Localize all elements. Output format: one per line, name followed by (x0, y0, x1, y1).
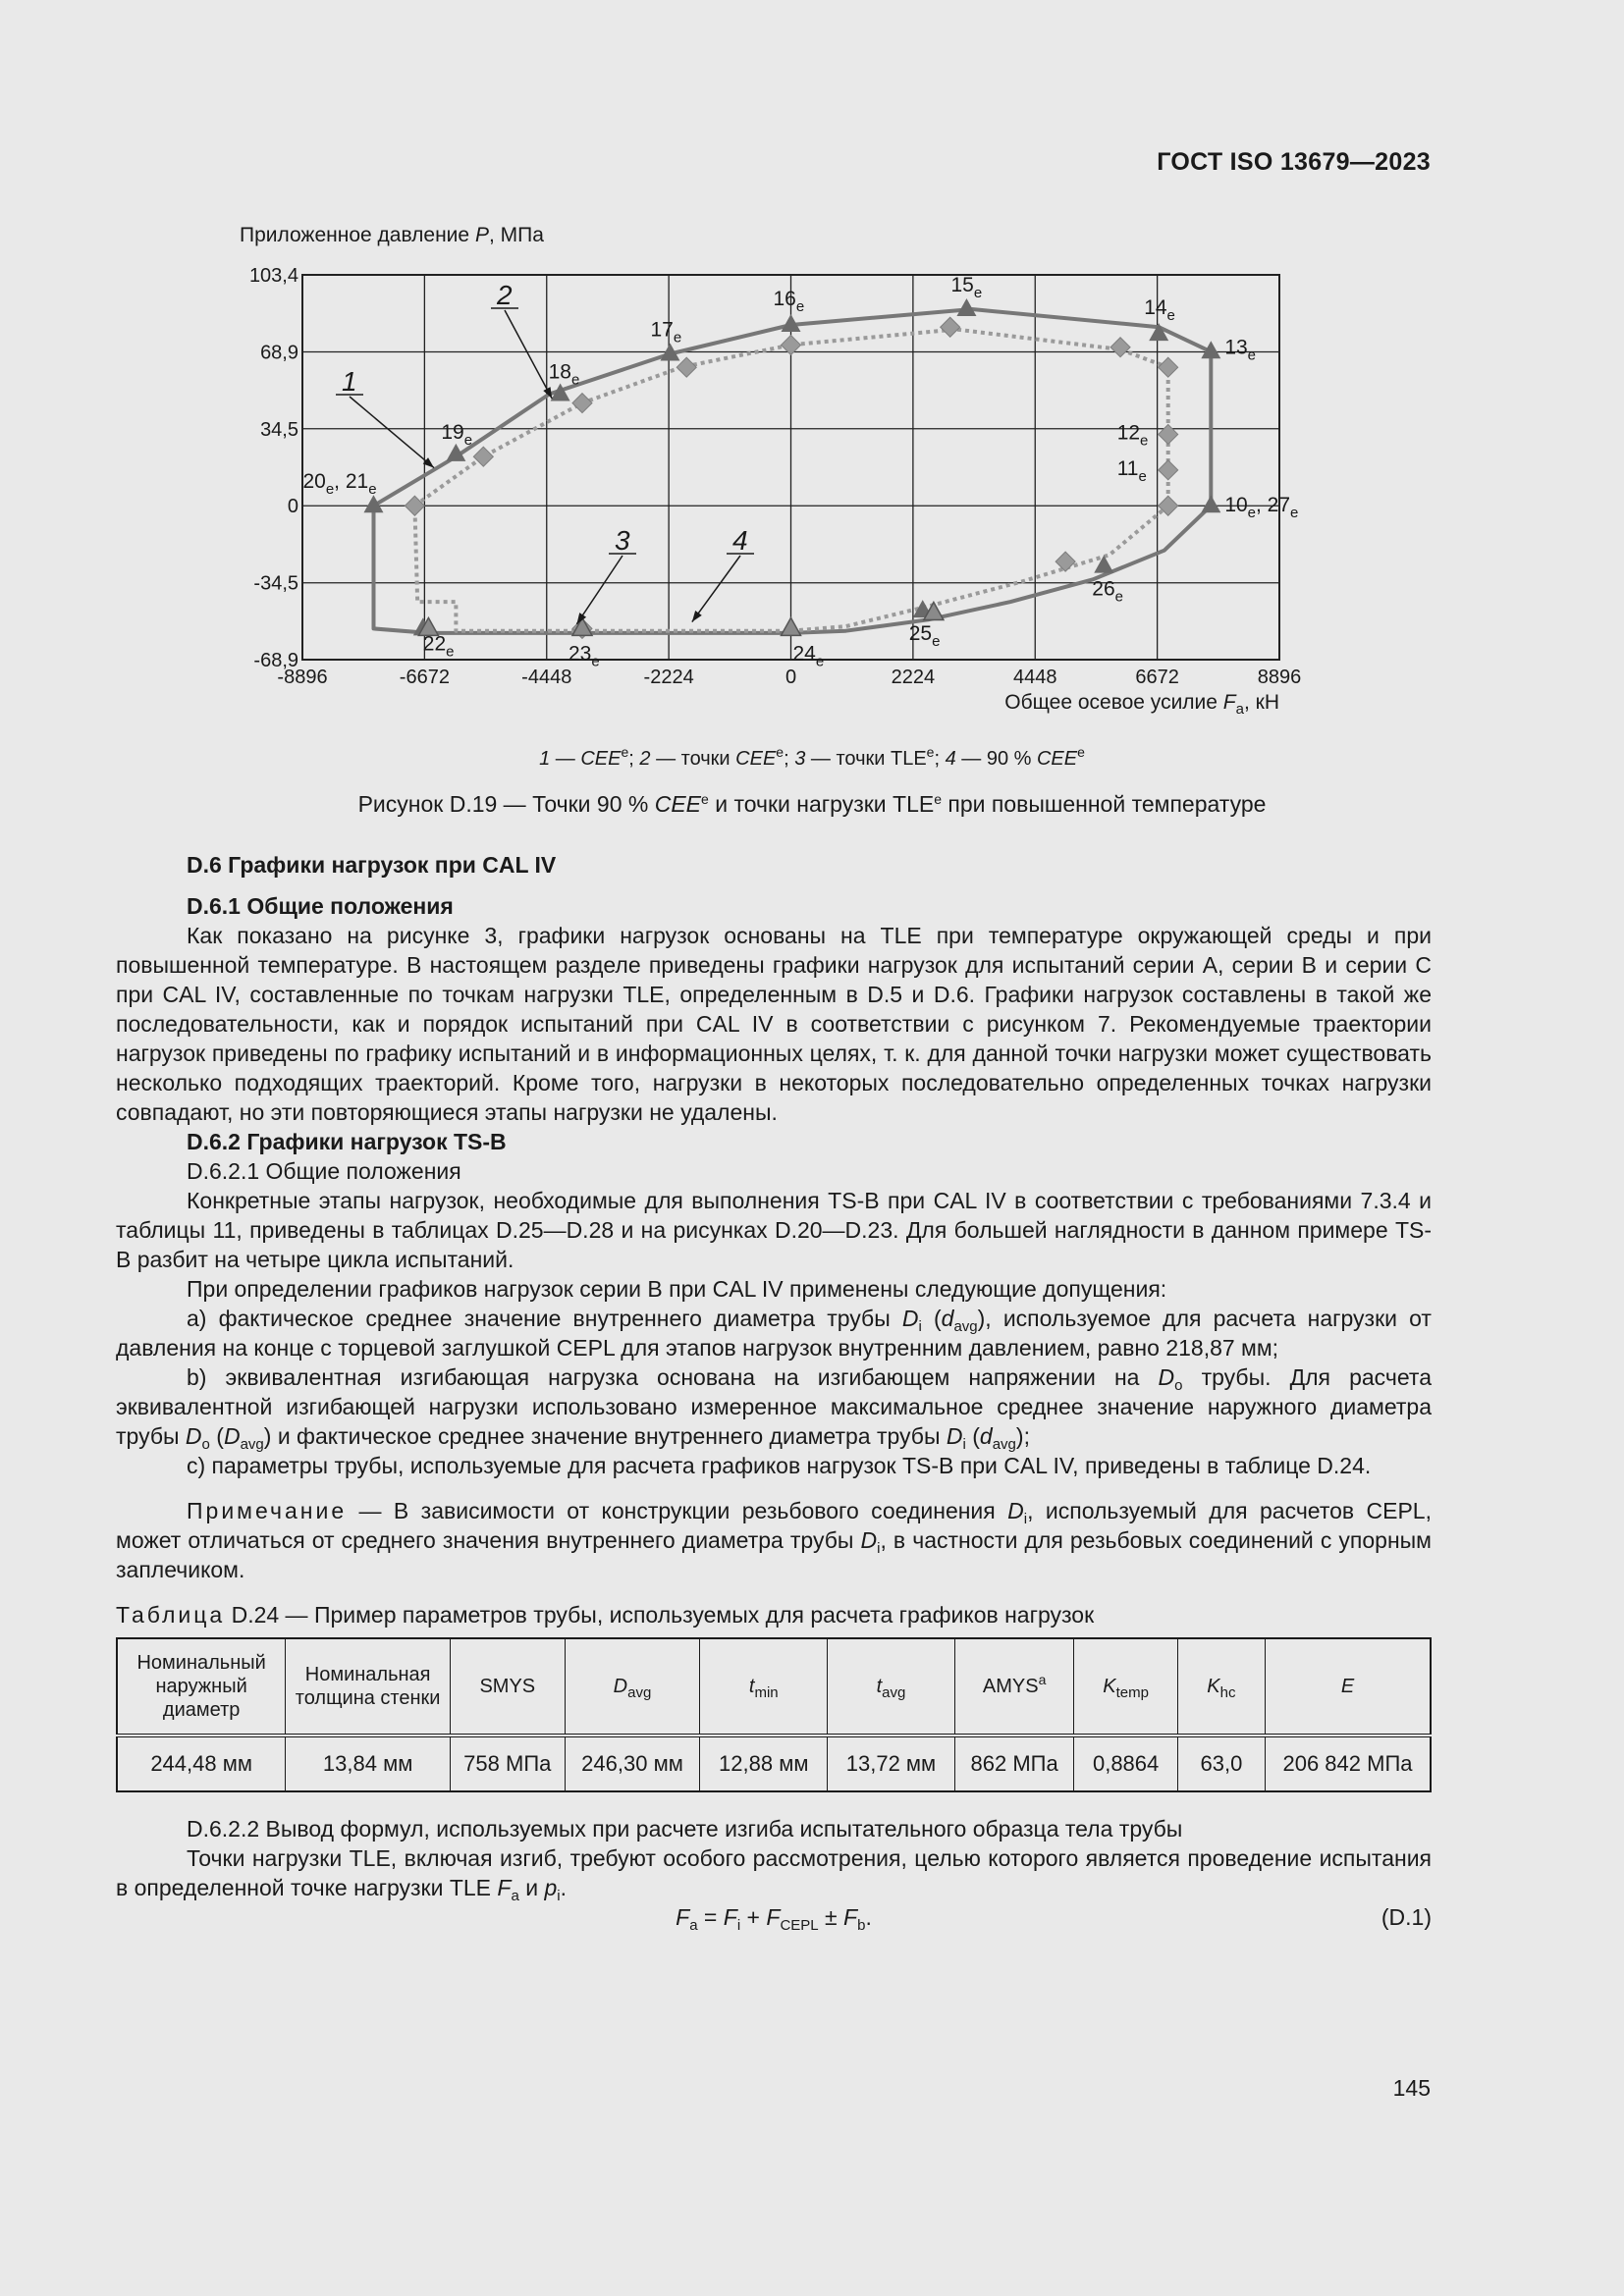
point-label: $17_e$ (650, 318, 682, 347)
note-text: — В зависимости от конструкции резьбового соединения $D_i$, используемый для расчетов CEPL, может отличаться от среднего значения внутреннего диаметра трубы $D_i$, в частности для резьбовых соединений с упорным заплечиком. (116, 1498, 1432, 1582)
point-label: $12_e$ (1116, 421, 1149, 450)
table-cell: 244,48 мм (117, 1735, 286, 1791)
note (116, 1496, 1432, 1584)
cee90-point (941, 317, 960, 337)
point-label: $14_e$ (1144, 296, 1175, 325)
list-item-a: a) фактическое среднее значение внутреннего диаметра трубы $D_i$ $(d_{avg})$, используемое для расчета нагрузки от давления на конце с торцевой заглушкой CEPL для этапов нагрузок внутренним давлением, равно 218,87 мм; (116, 1306, 1432, 1361)
figure-d19 (226, 224, 1326, 754)
callout-leader (505, 310, 552, 399)
x-axis-label (788, 691, 1279, 724)
point-label: $16_e$ (773, 287, 805, 315)
table-cell: 246,30 мм (565, 1735, 700, 1791)
formula-expression: $F_a = F_i + F_{CEPL} \pm F_b$. (676, 1904, 872, 1934)
paragraph-d61: Как показано на рисунке 3, графики нагрузок основаны на TLE при температуре окружающей среды и при повышенной температуре. В настоящем разделе приведены графики нагрузок для испытаний серии A, серии B и серии C при CAL IV, составленные по точкам нагрузки TLE, определенным в D.5 и D.6. Графики нагрузок составлены в такой же последовательности, как и порядок испытаний при CAL IV в соответствии с рисунком 7. Рекомендуемые траектории нагрузок приведены по графику испытаний и в информационных целях, т. к. для данной точки нагрузки может существовать несколько подходящих траекторий. Кроме того, нагрузки в некоторых последовательно определенных точках нагрузки совпадают, но эти повторяющиеся этапы нагрузки не удалены. (116, 923, 1432, 1125)
formula-d1 (116, 1902, 1432, 1936)
section-heading-d622: D.6.2.2 Вывод формул, используемых при расчете изгиба испытательного образца тела трубы (187, 1816, 1183, 1842)
x-tick-label: 2224 (891, 667, 936, 688)
section-heading-d61: D.6.1 Общие положения (187, 893, 454, 919)
cee90-point (1159, 460, 1178, 480)
point-label: $15_e$ (950, 274, 983, 302)
cee-chart (226, 224, 1326, 754)
x-axis-label-text: Общее осевое усилие $F_a$, кН (1004, 691, 1279, 718)
x-tick-label: 6672 (1135, 667, 1179, 688)
point-label: $19_e$ (441, 420, 473, 449)
y-axis-label (240, 224, 731, 257)
point-label: $11_e$ (1116, 456, 1147, 485)
point-label: $13_e$ (1224, 336, 1257, 364)
cee-point (1201, 495, 1220, 512)
table-cell: 758 МПа (450, 1735, 565, 1791)
callout-label: 4 (732, 525, 748, 556)
cee90-point (1159, 424, 1178, 444)
point-label: $22_e$ (422, 632, 455, 661)
table-header-cell: $D_{avg}$ (565, 1638, 700, 1735)
point-label: $24_e$ (792, 642, 825, 670)
callout-label: 1 (342, 366, 357, 397)
section-heading-d6: D.6 Графики нагрузок при CAL IV (187, 852, 557, 878)
cee90-point (572, 394, 592, 413)
table-row (117, 1735, 1431, 1791)
point-label: $25_e$ (908, 622, 941, 651)
list-item-c: c) параметры трубы, используемые для расчета графиков нагрузок TS-B при CAL IV, приведены в таблице D.24. (187, 1453, 1372, 1478)
cee90-point (473, 447, 493, 466)
table-header-cell: $t_{min}$ (700, 1638, 828, 1735)
x-tick-label: -2224 (643, 667, 694, 688)
table-header-cell: E (1265, 1638, 1431, 1735)
table-cell: 862 МПа (954, 1735, 1074, 1791)
point-label: $18_e$ (548, 360, 580, 389)
y-tick-label: 0 (287, 496, 298, 518)
page-number: 145 (1392, 2075, 1431, 2101)
formula-number: (D.1) (1380, 1904, 1432, 1930)
y-tick-label: 68,9 (260, 342, 298, 364)
y-tick-label: -68,9 (253, 650, 298, 671)
list-item-b: b) эквивалентная изгибающая нагрузка основана на изгибающем напряжении на $D_o$ трубы. Для расчета эквивалентной изгибающей нагрузки использовано измеренное максимальное среднее значение наружного диаметра трубы $D_o$ $(D_{avg})$ и фактическое среднее значение внутреннего диаметра трубы $D_i$ $(d_{avg})$; (116, 1364, 1432, 1453)
point-label: $20_e$, $21_e$ (302, 470, 377, 499)
section-heading-d62: D.6.2 Графики нагрузок TS-B (187, 1129, 507, 1154)
y-tick-label: 103,4 (248, 265, 298, 287)
paragraph-d622: Точки нагрузки TLE, включая изгиб, требуют особого рассмотрения, целью которого является проведение испытания в определенной точке нагрузки TLE $F_a$ и $p_i$. (116, 1845, 1432, 1904)
table-cell: 13,72 мм (828, 1735, 955, 1791)
callout-leader (350, 397, 434, 468)
x-tick-label: 4448 (1013, 667, 1057, 688)
callout-label: 2 (497, 280, 513, 310)
table-cell: 63,0 (1177, 1735, 1265, 1791)
table-cell: 0,8864 (1074, 1735, 1177, 1791)
table-cell: 13,84 мм (286, 1735, 451, 1791)
table-title-text: D.24 — Пример параметров трубы, используемых для расчета графиков нагрузок (225, 1602, 1095, 1628)
cee-curve (374, 309, 1212, 633)
tle-point (782, 617, 801, 635)
y-tick-label: 34,5 (260, 418, 298, 441)
point-label: $23_e$ (568, 642, 600, 670)
table-header-cell: $t_{avg}$ (828, 1638, 955, 1735)
point-label: $26_e$ (1092, 577, 1123, 606)
figure-caption: Рисунок D.19 — Точки 90 % CEE$^e$ и точки нагрузки TLE$^e$ при повышенной температуре (357, 791, 1267, 817)
x-tick-label: -6672 (399, 667, 450, 688)
callout-leader (692, 556, 740, 622)
table-label: Таблица (116, 1602, 226, 1628)
table-cell: 12,88 мм (700, 1735, 828, 1791)
figure-legend: 1 — CEE$^e$; 2 — точки CEE$^e$; 3 — точки TLE$^e$; 4 — 90 % CEE$^e$ (539, 744, 1085, 770)
pipe-parameters-table (116, 1637, 1432, 1792)
table-header-cell: AMYS$^a$ (954, 1638, 1074, 1735)
x-tick-label: -4448 (521, 667, 572, 688)
table-header-cell: $K_{temp}$ (1074, 1638, 1177, 1735)
section-heading-d621: D.6.2.1 Общие положения (187, 1158, 461, 1184)
cee90-point (1110, 338, 1130, 357)
x-tick-label: 8896 (1257, 667, 1302, 688)
table-header-cell: Номинальный наружный диаметр (117, 1638, 286, 1735)
table-cell: 206 842 МПа (1265, 1735, 1431, 1791)
main-content (116, 850, 1432, 1936)
x-tick-label: -8896 (277, 667, 328, 688)
cee90-point (1159, 357, 1178, 377)
y-tick-label: -34,5 (253, 572, 298, 595)
table-title (116, 1600, 1432, 1629)
paragraph-d621-2: При определении графиков нагрузок серии B при CAL IV применены следующие допущения: (187, 1276, 1167, 1302)
point-label: $10_e$, $27_e$ (1224, 494, 1299, 522)
callout-leader (576, 556, 623, 624)
table-header-cell: Номинальная толщина стенки (286, 1638, 451, 1735)
callout-label: 3 (615, 525, 630, 556)
document-header: ГОСТ ISO 13679—2023 (1157, 148, 1431, 176)
table-header-cell: SMYS (450, 1638, 565, 1735)
paragraph-d621-1: Конкретные этапы нагрузок, необходимые для выполнения TS-B при CAL IV в соответствии с требованиями 7.3.4 и таблицы 11, приведены в таблицах D.25—D.28 и на рисунках D.20—D.23. Для большей наглядности в данном примере TS-B разбит на четыре цикла испытаний. (116, 1188, 1432, 1272)
table-header-row (117, 1638, 1431, 1735)
note-label: Примечание (187, 1498, 348, 1523)
x-tick-label: 0 (785, 667, 797, 688)
y-axis-label-text: Приложенное давление P, МПа (240, 224, 544, 246)
table-header-cell: $K_{hc}$ (1177, 1638, 1265, 1735)
callout-arrowhead (692, 611, 702, 622)
